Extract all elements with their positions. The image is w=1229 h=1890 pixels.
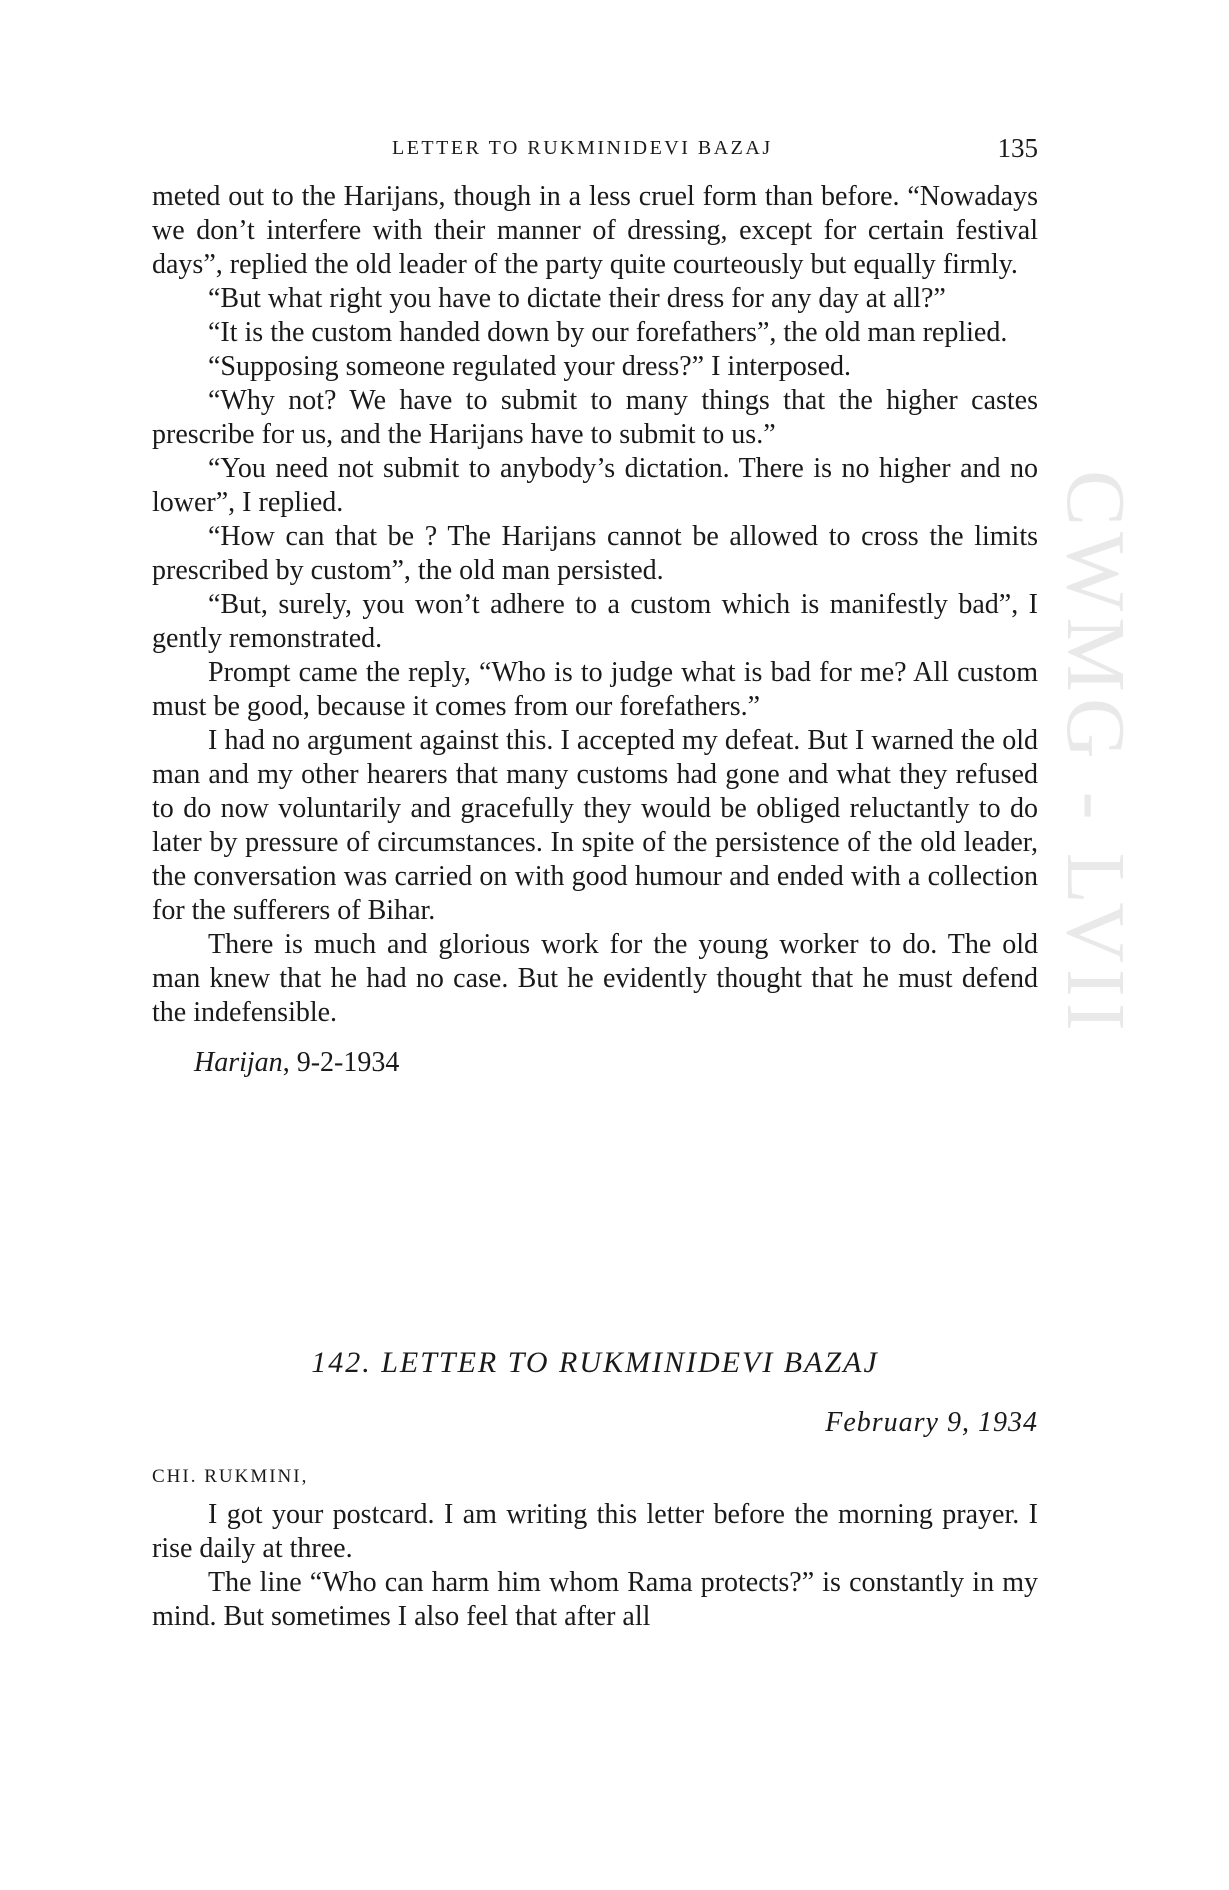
article-continuation: [152, 180, 1038, 1080]
source-date: , 9-2-1934: [282, 1047, 400, 1078]
paragraph-5: “Why not? We have to submit to many things that the higher castes prescribe for us, and the Harijans have to submit to us.”: [152, 385, 1038, 450]
running-title: LETTER TO RUKMINIDEVI BAZAJ: [392, 137, 773, 159]
source-publication: Harijan: [194, 1047, 283, 1078]
letter-paragraph-2: The line “Who can harm him whom Rama protects?” is constantly in my mind. But sometimes I also feel that after all: [152, 1567, 1038, 1632]
watermark: [1049, 470, 1142, 1420]
paragraph-3: “It is the custom handed down by our forefathers”, the old man replied.: [208, 317, 1008, 348]
running-header: [152, 133, 1038, 167]
page-number: 135: [997, 133, 1038, 163]
letter-paragraph-1: I got your postcard. I am writing this letter before the morning prayer. I rise daily at three.: [152, 1499, 1038, 1564]
source-citation: [152, 1046, 1038, 1080]
paragraph-10: I had no argument against this. I accepted my defeat. But I warned the old man and my other hearers that many customs had gone and what they refused to do now voluntarily and gracefully they would be obliged reluctantly to do later by pressure of circumstances. In spite of the persistence of the old leader, the conversation was carried on with good humour and ended with a collection for the sufferers of Bihar.: [152, 725, 1038, 926]
paragraph-4: “Supposing someone regulated your dress?” I interposed.: [208, 351, 852, 382]
watermark-text: CWMG - LVII: [1049, 470, 1142, 1037]
paragraph-8: “But, surely, you won’t adhere to a custom which is manifestly bad”, I gently remonstrated.: [152, 589, 1038, 654]
letter-date: February 9, 1934: [825, 1407, 1038, 1438]
section-heading: 142. LETTER TO RUKMINIDEVI BAZAJ: [311, 1346, 879, 1379]
salutation: CHI. RUKMINI,: [152, 1466, 309, 1487]
paragraph-6: “You need not submit to anybody’s dictation. There is no higher and no lower”, I replied.: [152, 453, 1038, 518]
paragraph-7: “How can that be ? The Harijans cannot be allowed to cross the limits prescribed by custom”, the old man persisted.: [152, 521, 1038, 586]
paragraph-11: There is much and glorious work for the young worker to do. The old man knew that he had no case. But he evidently thought that he must defend the indefensible.: [152, 929, 1038, 1028]
paragraph-1: meted out to the Harijans, though in a less cruel form than before. “Nowadays we don’t interfere with their manner of dressing, except for certain festival days”, replied the old leader of the party quite courteously but equally firmly.: [152, 181, 1038, 280]
letter-body: [152, 1462, 1038, 1634]
paragraph-2: “But what right you have to dictate their dress for any day at all?”: [208, 283, 946, 314]
paragraph-9: Prompt came the reply, “Who is to judge what is bad for me? All custom must be good, because it comes from our forefathers.”: [152, 657, 1038, 722]
